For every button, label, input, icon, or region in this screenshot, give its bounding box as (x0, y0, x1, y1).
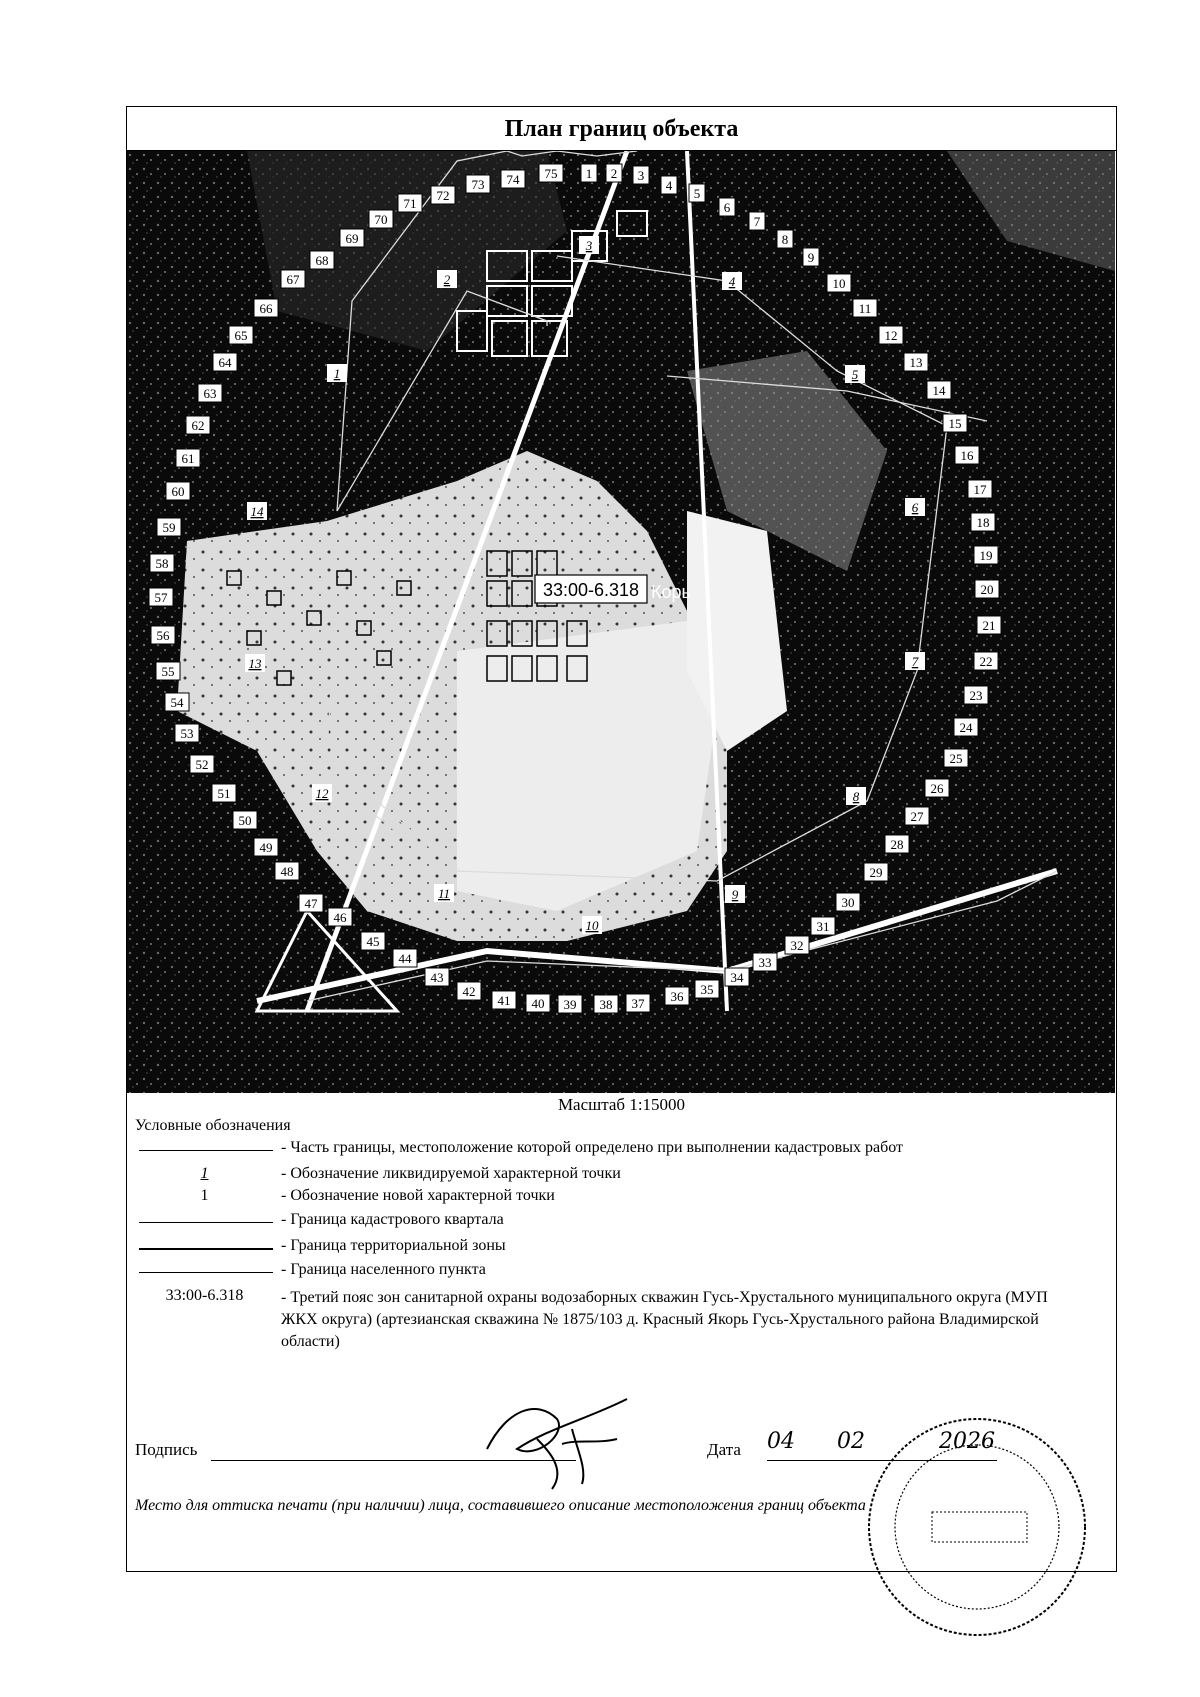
new-point-label: 27 (910, 809, 924, 824)
removed-point-label: 7 (911, 654, 919, 669)
new-point-label: 19 (979, 548, 993, 563)
signature-label: Подпись (135, 1440, 198, 1459)
stamp-note: Место для оттиска печати (при наличии) лица, составившего описание местоположения границ объекта (135, 1497, 866, 1514)
removed-point-label: 5 (851, 367, 859, 382)
legend-symbol: 1 (200, 1165, 209, 1182)
new-point-label: 7 (753, 214, 761, 229)
new-point-label: 59 (162, 520, 176, 535)
new-point-label: 75 (544, 166, 558, 181)
removed-point-label: 10 (585, 918, 599, 933)
legend-text: - Третий пояс зон санитарной охраны водозаборных скважин Гусь-Хрустального муниципального округа (МУП ЖКХ округа) (артезианская скважина № 1875/103 д. Красный Якорь Гусь-Хрустального района Владимирской области) (281, 1289, 1048, 1350)
new-point-label: 36 (670, 989, 684, 1004)
page-title: План границ объекта (127, 107, 1116, 151)
new-point-label: 14 (932, 383, 946, 398)
removed-point-label: 1 (333, 366, 341, 381)
map-area[interactable] (127, 151, 1115, 1093)
new-point-label: 29 (869, 865, 883, 880)
new-point-label: 72 (436, 188, 450, 203)
new-point-label: 61 (181, 451, 195, 466)
legend-line-symbol (139, 1272, 273, 1273)
new-point-label: 42 (462, 984, 476, 999)
date-month: 02 (837, 1429, 865, 1454)
removed-point-label: 4 (728, 274, 736, 289)
new-point-label: 55 (161, 664, 175, 679)
legend-text: - Часть границы, местоположение которой определено при выполнении кадастровых работ (281, 1139, 903, 1156)
new-point-label: 23 (969, 688, 983, 703)
new-point-label: 12 (884, 328, 898, 343)
date-day: 04 (767, 1429, 795, 1454)
legend-line-symbol (139, 1248, 273, 1250)
new-point-label: 9 (807, 250, 815, 265)
removed-point-label: 2 (443, 272, 451, 287)
official-stamp (862, 1412, 1092, 1642)
new-point-label: 45 (366, 934, 380, 949)
new-point-label: 6 (723, 200, 731, 215)
scale-label: Масштаб 1:15000 (557, 1095, 686, 1114)
new-point-label: 22 (979, 654, 993, 669)
removed-point-label: 9 (731, 887, 739, 902)
new-point-label: 26 (930, 781, 944, 796)
new-point-label: 48 (280, 864, 294, 879)
date-label: Дата (707, 1440, 741, 1459)
removed-point-label: 11 (437, 886, 451, 901)
legend-item-sanitary-zone (127, 1287, 1116, 1350)
date-year: 2026 (939, 1429, 995, 1454)
legend-item-cadastral-quarter (127, 1211, 1116, 1233)
legend-text: - Граница кадастрового квартала (281, 1211, 504, 1228)
removed-point-label: 13 (248, 656, 262, 671)
new-point-label: 60 (171, 484, 185, 499)
new-point-label: 38 (599, 997, 613, 1012)
legend-text: - Граница территориальной зоны (281, 1237, 506, 1254)
legend-item-removed-point (127, 1165, 1116, 1187)
new-point-label: 25 (949, 751, 963, 766)
document-frame (126, 106, 1117, 1572)
new-point-label: 51 (217, 786, 231, 801)
new-point-label: 64 (218, 355, 232, 370)
new-point-label: 44 (398, 951, 412, 966)
new-point-label: 16 (960, 448, 974, 463)
new-point-label: 2 (610, 166, 618, 181)
legend-item-boundary-part (127, 1139, 1116, 1161)
legend-line-symbol (139, 1150, 273, 1151)
new-point-label: 62 (191, 418, 205, 433)
new-point-label: 28 (890, 837, 904, 852)
new-point-label: 40 (531, 996, 545, 1011)
place-label: Корь (651, 582, 691, 602)
new-point-label: 4 (665, 178, 673, 193)
new-point-label: 3 (637, 168, 645, 183)
legend-symbol: 1 (200, 1187, 209, 1204)
new-point-label: 66 (259, 301, 273, 316)
legend-symbol: 33:00-6.318 (165, 1287, 244, 1304)
new-point-label: 30 (841, 895, 855, 910)
new-point-label: 13 (909, 355, 923, 370)
new-point-label: 37 (631, 996, 645, 1011)
new-point-label: 1 (585, 166, 593, 181)
new-point-label: 39 (563, 997, 577, 1012)
new-point-label: 17 (973, 482, 987, 497)
new-point-label: 70 (374, 212, 388, 227)
legend-line-symbol (139, 1222, 273, 1223)
legend-item-territorial-zone (127, 1237, 1116, 1259)
new-point-label: 33 (758, 955, 772, 970)
new-point-label: 68 (315, 253, 329, 268)
new-point-label: 71 (403, 196, 417, 211)
new-point-label: 67 (286, 272, 300, 287)
removed-point-label: 12 (315, 786, 329, 801)
new-point-label: 21 (982, 618, 996, 633)
new-point-label: 56 (156, 628, 170, 643)
legend-title: Условные обозначения (135, 1117, 291, 1134)
handwritten-signature (477, 1389, 647, 1499)
removed-point-label: 14 (250, 504, 264, 519)
zone-label: 33:00-6.318 (542, 580, 640, 600)
new-point-label: 18 (976, 515, 990, 530)
new-point-label: 43 (430, 970, 444, 985)
legend-item-settlement (127, 1261, 1116, 1283)
new-point-label: 31 (816, 919, 830, 934)
new-point-label: 5 (693, 186, 701, 201)
new-point-label: 50 (238, 813, 252, 828)
new-point-label: 11 (858, 301, 872, 316)
new-point-label: 20 (980, 582, 994, 597)
new-point-label: 8 (781, 232, 789, 247)
legend-text: - Обозначение ликвидируемой характерной точки (281, 1165, 621, 1182)
legend-text: - Обозначение новой характерной точки (281, 1187, 555, 1204)
satellite-map (127, 151, 1115, 1093)
new-point-label: 10 (832, 276, 846, 291)
new-point-label: 15 (948, 416, 962, 431)
new-point-label: 24 (959, 720, 973, 735)
new-point-label: 58 (155, 556, 169, 571)
removed-point-label: 6 (911, 500, 919, 515)
new-point-label: 54 (170, 695, 184, 710)
new-point-label: 65 (234, 328, 248, 343)
new-point-label: 41 (497, 993, 511, 1008)
legend-item-new-point (127, 1187, 1116, 1209)
new-point-label: 47 (304, 896, 318, 911)
removed-point-label: 8 (852, 789, 860, 804)
new-point-label: 49 (259, 840, 273, 855)
new-point-label: 69 (345, 231, 359, 246)
new-point-label: 74 (506, 172, 520, 187)
new-point-label: 63 (203, 386, 217, 401)
new-point-label: 73 (471, 177, 485, 192)
new-point-label: 35 (700, 982, 714, 997)
new-point-label: 57 (154, 590, 168, 605)
legend-text: - Граница населенного пункта (281, 1261, 486, 1278)
new-point-label: 52 (195, 757, 209, 772)
new-point-label: 53 (180, 726, 194, 741)
new-point-label: 46 (333, 910, 347, 925)
removed-point-label: 3 (585, 238, 593, 253)
new-point-label: 32 (790, 938, 804, 953)
new-point-label: 34 (730, 970, 744, 985)
